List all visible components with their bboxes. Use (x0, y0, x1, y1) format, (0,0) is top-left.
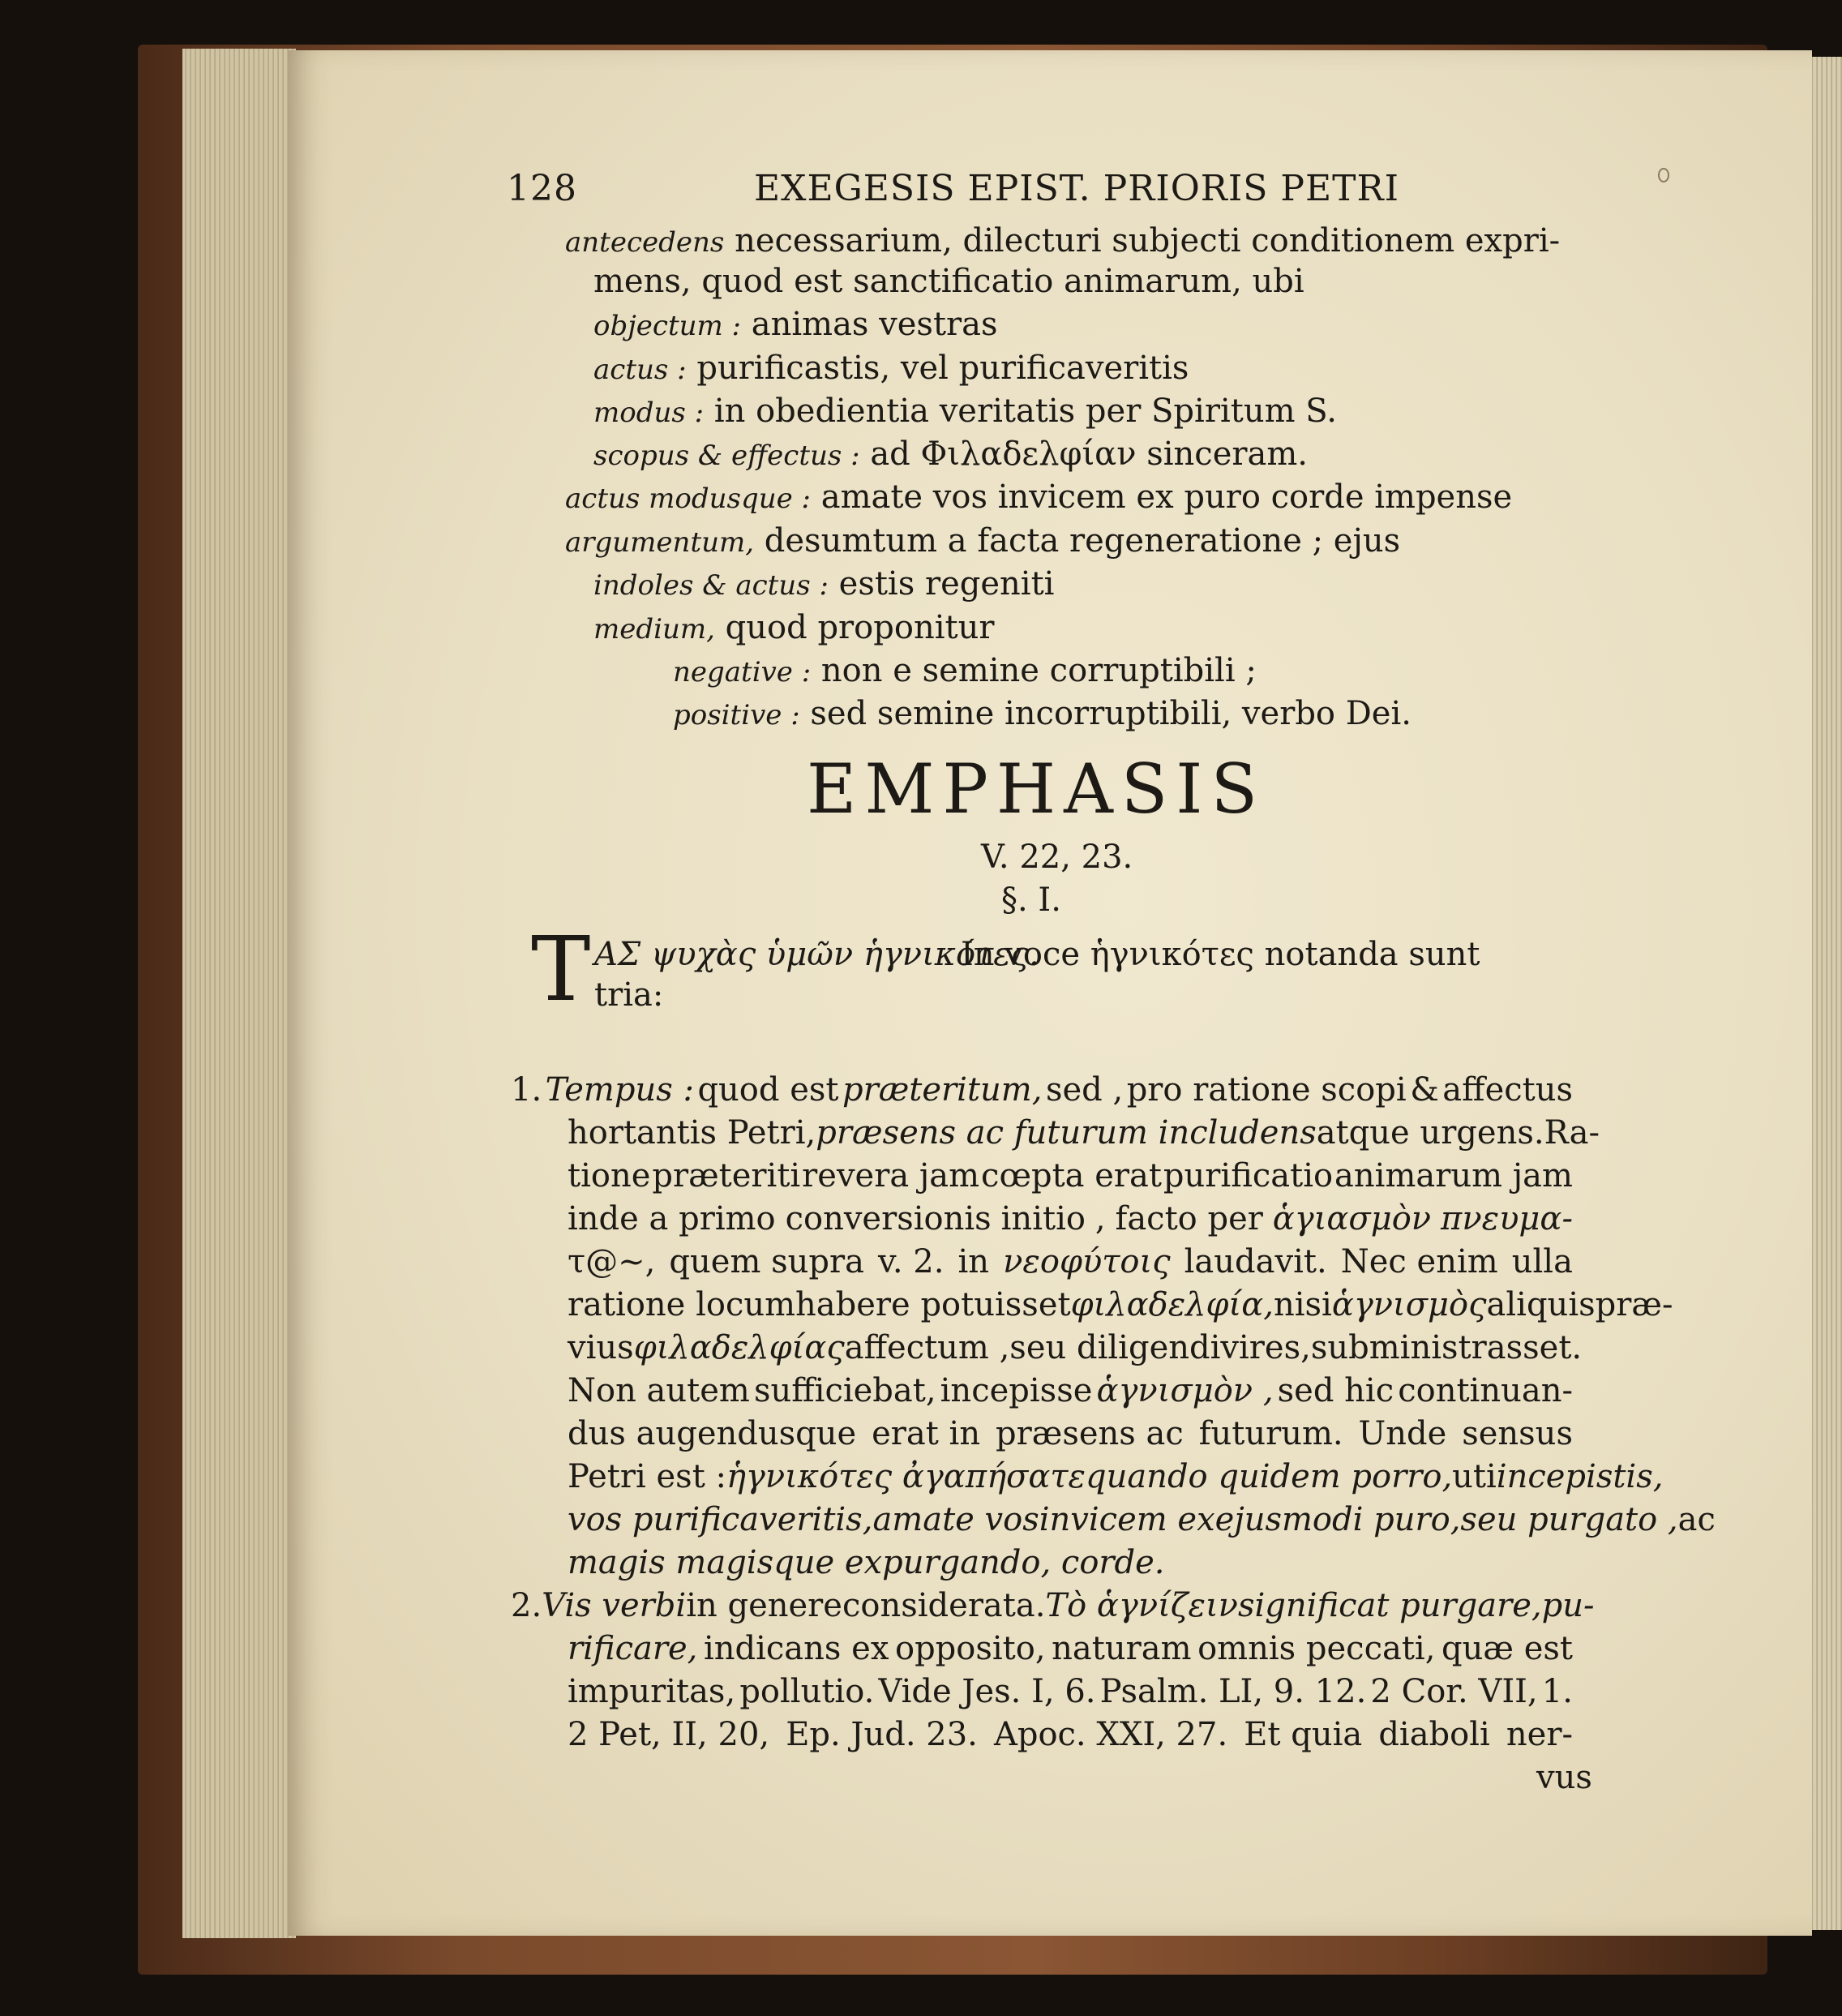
body-word: pollutio. (739, 1673, 875, 1710)
body-word: φιλαδελφία, (1070, 1286, 1274, 1323)
body-word: Apoc. XXI, 27. (993, 1716, 1228, 1753)
body-word: incepisse (940, 1372, 1093, 1409)
body-word: 1. (511, 1071, 542, 1109)
body-word: diaboli (1378, 1716, 1490, 1753)
body-word: Ep. Jud. 23. (786, 1716, 978, 1753)
ink-mark (1658, 168, 1669, 182)
body-word: 2. (511, 1587, 542, 1624)
body-word: ulla (1511, 1243, 1573, 1280)
body-word: ἡγνικότες ἀγαπήσατε (726, 1458, 1086, 1495)
outline-line-5: modus : in obedientia veritatis per Spiritum S. (593, 392, 1337, 430)
body-word: sed hic (1277, 1372, 1394, 1409)
body-word: dus augendusque (568, 1415, 857, 1452)
outline-line-1: antecedens necessarium, dilecturi subjecti conditionem expri- (565, 222, 1561, 260)
body-word: facto per (1115, 1200, 1263, 1237)
body-word: Vis verbi (542, 1587, 687, 1624)
body-line (568, 1243, 1573, 1280)
body-word: animarum jam (1334, 1157, 1573, 1195)
body-word: opposito, (894, 1630, 1046, 1667)
body-line (568, 1501, 1716, 1538)
body-word: continuan- (1398, 1372, 1573, 1409)
body-word: magis magisque expurgando, corde. (568, 1544, 1165, 1581)
body-word: tione (568, 1157, 651, 1195)
body-word: 2 Cor. VII, (1370, 1673, 1538, 1710)
body-word: præteritum, (842, 1071, 1043, 1109)
body-word: sensus (1462, 1415, 1573, 1452)
body-word: , (1094, 1200, 1106, 1237)
body-word: considerata. (842, 1587, 1046, 1624)
body-word: Nec enim (1340, 1243, 1498, 1280)
body-word: affectus (1442, 1071, 1573, 1109)
body-word: rificare, (568, 1630, 698, 1667)
outline-line-2: mens, quod est sanctificatio animarum, ubi (593, 263, 1304, 300)
body-word: indicans ex (703, 1630, 889, 1667)
body-word: 2 Pet, II, 20, (568, 1716, 770, 1753)
body-line (1536, 1759, 1592, 1796)
body-word: hortantis Petri, (568, 1114, 816, 1152)
body-word: Tempus : (545, 1071, 694, 1109)
outline-line-3: objectum : animas vestras (593, 306, 998, 343)
body-word: Et quia (1244, 1716, 1363, 1753)
body-word: vos purificaveritis, (568, 1501, 873, 1538)
body-word: habere potuisset (795, 1286, 1071, 1323)
body-word: pu- (1541, 1587, 1595, 1624)
body-word: purificatio (1163, 1157, 1334, 1195)
body-word: ἁγνισμὸς (1331, 1286, 1487, 1323)
body-word: v. 2. (878, 1243, 945, 1280)
body-word: incepistis, (1496, 1458, 1664, 1495)
body-word: nisi (1273, 1286, 1332, 1323)
body-word: revera jam (802, 1157, 980, 1195)
body-word: Unde (1358, 1415, 1447, 1452)
body-line (568, 1157, 1573, 1195)
body-word: pro ratione scopi (1126, 1071, 1407, 1109)
body-line (568, 1372, 1573, 1409)
body-word: quæ est (1441, 1630, 1573, 1667)
body-word: futurum. (1198, 1415, 1343, 1452)
body-word: ratione locum (568, 1286, 796, 1323)
outline-line-4: actus : purificastis, vel purificaveritis (593, 350, 1189, 387)
body-word: præ- (1595, 1286, 1673, 1323)
body-word: & (1410, 1071, 1439, 1109)
body-word: seu diligendi (1009, 1329, 1221, 1366)
body-word: Τὸ ἁγνίζειν (1045, 1587, 1238, 1624)
body-word: Ra- (1544, 1114, 1600, 1152)
intro-latin: In voce ἡγνικότες notanda sunt (961, 936, 1480, 973)
body-word: in (957, 1243, 990, 1280)
body-word: præsens ac (996, 1415, 1184, 1452)
section-title: EMPHASIS (807, 749, 1266, 829)
body-word: in genere (686, 1587, 842, 1624)
intro-tria: tria: (594, 976, 664, 1014)
body-word: cœpta erat (981, 1157, 1162, 1195)
body-word: sed , (1045, 1071, 1124, 1109)
body-word: significat purgare, (1237, 1587, 1542, 1624)
body-line (568, 1200, 1573, 1237)
body-word: conversionis (785, 1200, 992, 1237)
body-word: aliquis (1486, 1286, 1596, 1323)
body-word: quem supra (669, 1243, 864, 1280)
body-word: vus (1536, 1759, 1592, 1796)
body-word: præteriti (652, 1157, 801, 1195)
verse-reference: V. 22, 23. (981, 839, 1133, 876)
body-word: quando quidem porro, (1085, 1458, 1453, 1495)
body-line (568, 1458, 1664, 1495)
body-line (568, 1286, 1673, 1323)
page-edges-left (182, 49, 296, 1938)
body-line (568, 1114, 1600, 1152)
body-word: impuritas, (568, 1673, 736, 1710)
body-word: uti (1452, 1458, 1497, 1495)
body-word: atque urgens. (1316, 1114, 1544, 1152)
body-word: omnis peccati, (1197, 1630, 1436, 1667)
outline-line-10: medium, quod proponitur (593, 609, 995, 646)
body-word: ner- (1506, 1716, 1573, 1753)
outline-line-7: actus modusque : amate vos invicem ex puro corde impense (565, 478, 1513, 516)
body-word: præsens ac futurum includens (816, 1114, 1317, 1152)
body-word: ac (1677, 1501, 1716, 1538)
body-line (568, 1544, 1165, 1581)
body-word: amate vos (872, 1501, 1039, 1538)
body-word: naturam (1052, 1630, 1192, 1667)
body-word: τ@~, (568, 1243, 656, 1280)
body-word: seu purgato , (1460, 1501, 1678, 1538)
body-line (511, 1587, 1595, 1624)
body-word: 1. (1541, 1673, 1573, 1710)
body-word: vires, (1220, 1329, 1311, 1366)
body-word: inde a primo (568, 1200, 776, 1237)
outline-line-8: argumentum, desumtum a facta regeneratione ; ejus (565, 522, 1401, 560)
outline-line-6: scopus & effectus : ad Φιλαδελφίαν sinceram. (593, 435, 1308, 473)
outline-line-11: negative : non e semine corruptibili ; (673, 652, 1257, 689)
body-word: ἁγιασμὸν (1272, 1200, 1432, 1237)
body-line (568, 1415, 1573, 1452)
body-word: affectum , (844, 1329, 1010, 1366)
body-line (568, 1675, 1573, 1708)
body-line (568, 1632, 1573, 1665)
body-word: quod est (697, 1071, 839, 1109)
body-word: vius (568, 1329, 634, 1366)
intro-greek: ΑΣ ψυχὰς ὑμῶν ἡγνικότες. (594, 936, 1039, 973)
body-line (568, 1718, 1573, 1751)
body-word: ἁγνισμὸν , (1096, 1372, 1274, 1409)
body-word: sufficiebat, (753, 1372, 936, 1409)
body-word: νεοφύτοις (1003, 1243, 1171, 1280)
outline-line-12: positive : sed semine incorruptibili, verbo Dei. (673, 695, 1411, 732)
body-word: ejusmodi puro, (1214, 1501, 1461, 1538)
body-word: laudavit. (1184, 1243, 1327, 1280)
body-word: πνευμα- (1441, 1200, 1573, 1237)
body-line (511, 1071, 1573, 1109)
running-title: EXEGESIS EPIST. PRIORIS PETRI (754, 168, 1399, 209)
body-word: subministrasset. (1310, 1329, 1583, 1366)
body-word: Petri est : (568, 1458, 726, 1495)
book-page (288, 50, 1812, 1936)
drop-cap: T (531, 917, 591, 1021)
body-line (568, 1329, 1583, 1366)
body-word: Psalm. LI, 9. 12. (1099, 1673, 1367, 1710)
body-word: φιλαδελφίας (633, 1329, 845, 1366)
body-word: invicem ex (1039, 1501, 1215, 1538)
body-word: Vide Jes. I, 6. (878, 1673, 1096, 1710)
body-word: erat in (872, 1415, 981, 1452)
paragraph-number: §. I. (1001, 881, 1061, 919)
page-number: 128 (507, 168, 577, 209)
outline-line-9: indoles & actus : estis regeniti (593, 565, 1055, 603)
body-word: Non autem (568, 1372, 750, 1409)
body-word: initio (1000, 1200, 1086, 1237)
